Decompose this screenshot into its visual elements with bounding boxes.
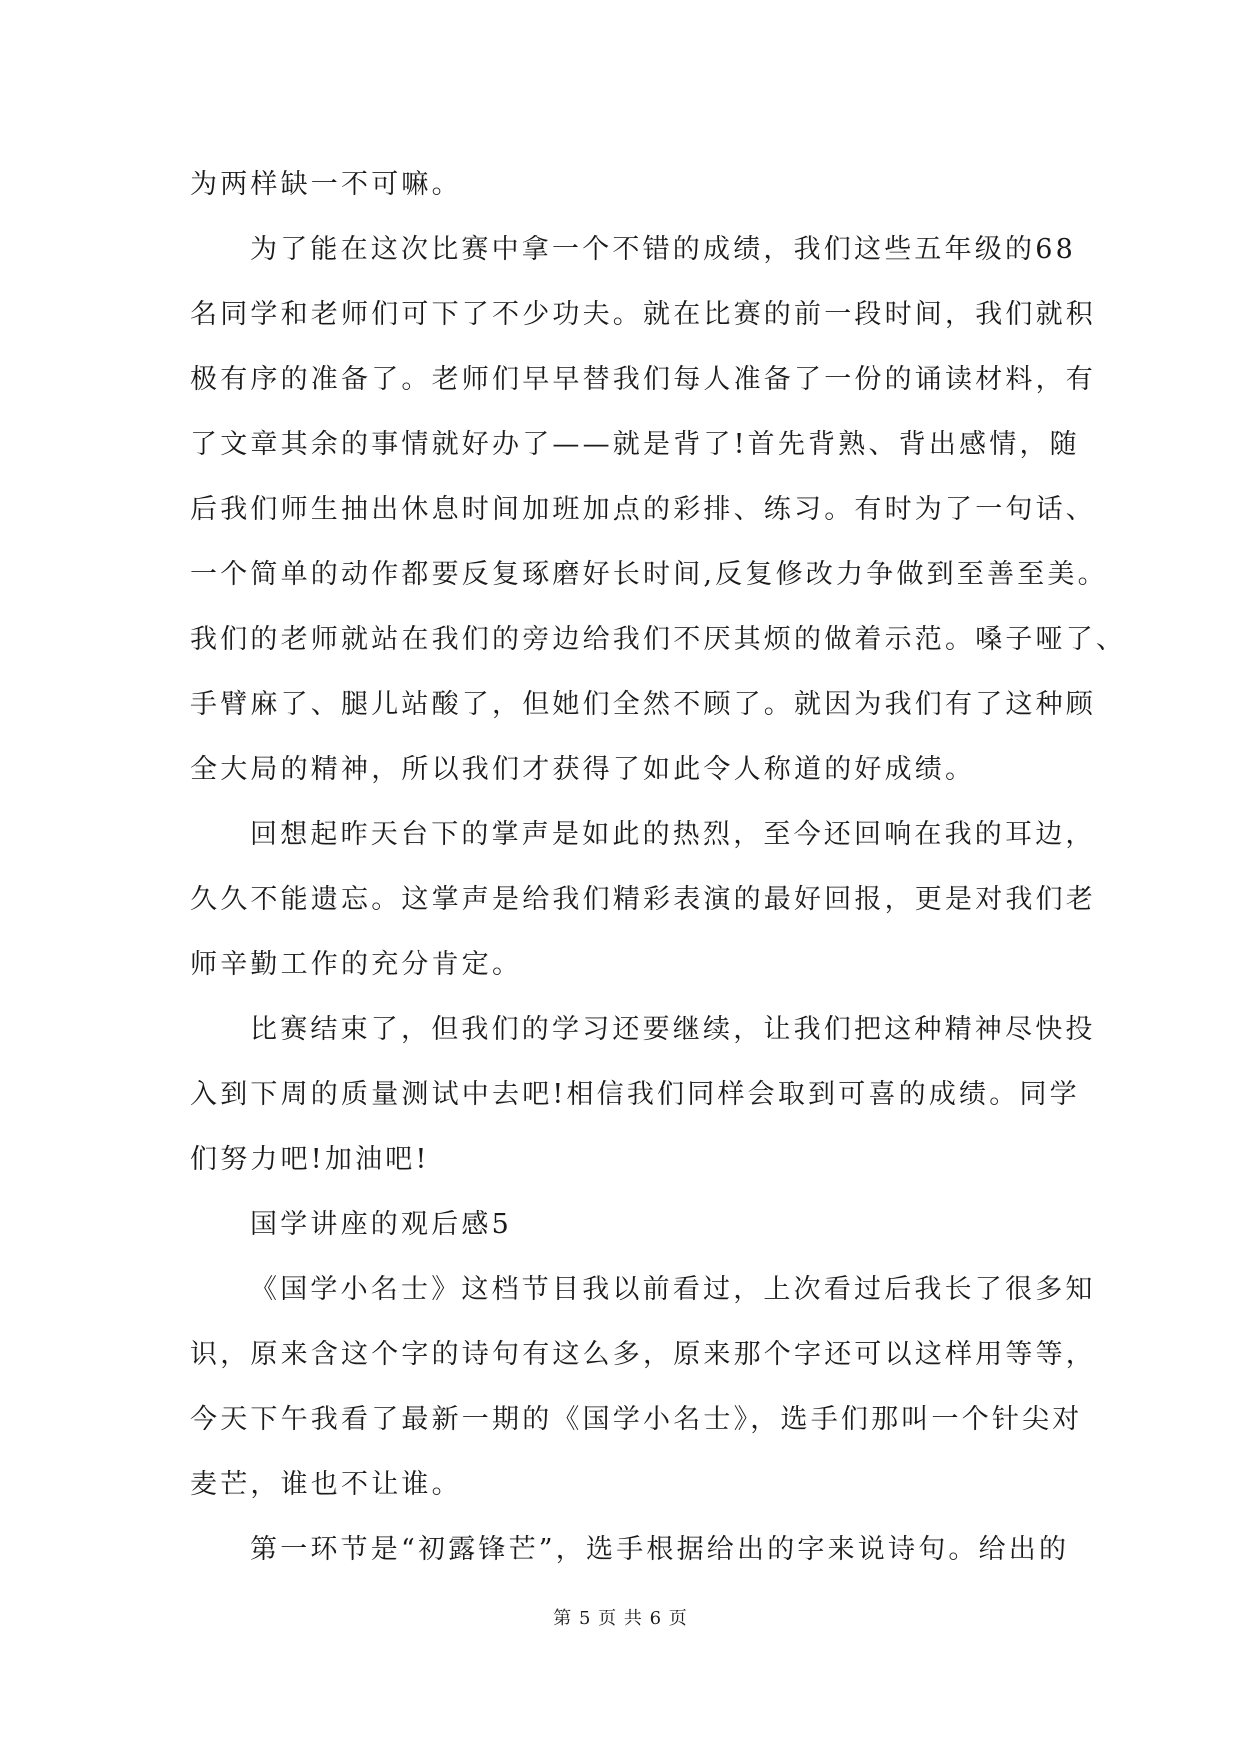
text-line: 识，原来含这个字的诗句有这么多，原来那个字还可以这样用等等， <box>190 1339 1096 1370</box>
document-body <box>190 152 1127 1582</box>
text-line: 回想起昨天台下的掌声是如此的热烈，至今还回响在我的耳边， <box>250 819 1096 850</box>
text-line: 一个简单的动作都要反复琢磨好长时间,反复修改力争做到至善至美。 <box>190 559 1108 590</box>
text-line: 第一环节是“初露锋芒”，选手根据给出的字来说诗句。给出的 <box>250 1534 1070 1565</box>
text-line: 为两样缺一不可嘛。 <box>190 169 462 200</box>
text-line: 比赛结束了，但我们的学习还要继续，让我们把这种精神尽快投 <box>250 1014 1096 1045</box>
text-line: 后我们师生抽出休息时间加班加点的彩排、练习。有时为了一句话、 <box>190 494 1096 525</box>
page-number-footer: 第 5 页 共 6 页 <box>553 1608 688 1629</box>
text-line: 麦芒，谁也不让谁。 <box>190 1469 462 1500</box>
text-line: 了文章其余的事情就好办了——就是背了!首先背熟、背出感情，随 <box>190 429 1080 460</box>
text-line: 入到下周的质量测试中去吧!相信我们同样会取到可喜的成绩。同学 <box>190 1079 1080 1110</box>
text-line: 名同学和老师们可下了不少功夫。就在比赛的前一段时间，我们就积 <box>190 299 1096 330</box>
text-line: 我们的老师就站在我们的旁边给我们不厌其烦的做着示范。嗓子哑了、 <box>190 624 1127 655</box>
text-line: 久久不能遗忘。这掌声是给我们精彩表演的最好回报，更是对我们老 <box>190 884 1096 915</box>
section-heading: 国学讲座的观后感5 <box>250 1209 512 1240</box>
text-line: 师辛勤工作的充分肯定。 <box>190 949 523 980</box>
text-line: 《国学小名士》这档节目我以前看过，上次看过后我长了很多知 <box>250 1274 1096 1305</box>
text-line: 全大局的精神，所以我们才获得了如此令人称道的好成绩。 <box>190 754 976 785</box>
text-line: 极有序的准备了。老师们早早替我们每人准备了一份的诵读材料，有 <box>190 364 1096 395</box>
text-line: 们努力吧!加油吧! <box>190 1144 430 1175</box>
text-line: 手臂麻了、腿儿站酸了，但她们全然不顾了。就因为我们有了这种顾 <box>190 689 1096 720</box>
text-line: 今天下午我看了最新一期的《国学小名士》，选手们那叫一个针尖对 <box>190 1404 1083 1435</box>
text-line: 为了能在这次比赛中拿一个不错的成绩，我们这些五年级的68 <box>250 234 1076 265</box>
